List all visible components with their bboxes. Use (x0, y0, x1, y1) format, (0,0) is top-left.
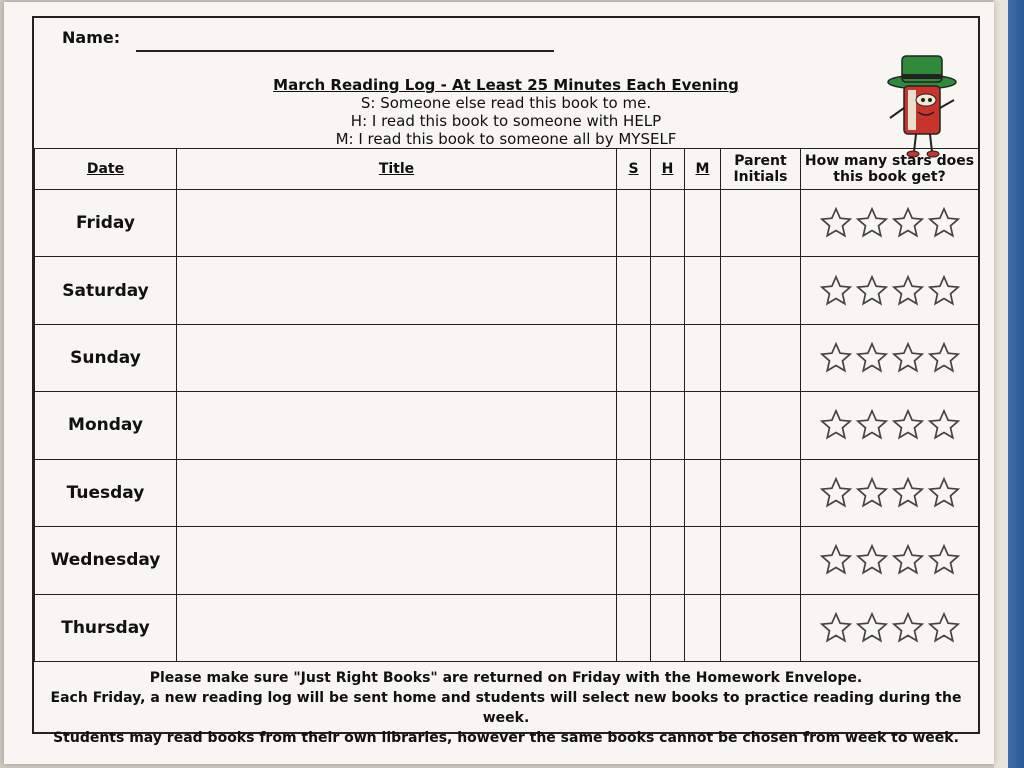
star-rating-cell (801, 594, 979, 661)
s-cell[interactable] (617, 527, 651, 594)
s-cell[interactable] (617, 324, 651, 391)
m-cell[interactable] (685, 190, 721, 257)
star-rating-cell (801, 392, 979, 459)
star-outline-icon[interactable] (927, 611, 961, 645)
star-rating (801, 611, 978, 645)
h-cell[interactable] (651, 190, 685, 257)
table-row (35, 527, 979, 594)
header-date: Date (35, 149, 177, 190)
star-outline-icon[interactable] (891, 341, 925, 375)
worksheet-paper (4, 2, 994, 764)
footer-line-3: Students may read books from their own libraries, however the same books cannot be chosen from week to week. (53, 730, 959, 746)
star-outline-icon[interactable] (855, 341, 889, 375)
title-cell[interactable] (177, 392, 617, 459)
star-outline-icon[interactable] (819, 206, 853, 240)
star-outline-icon[interactable] (891, 408, 925, 442)
star-outline-icon[interactable] (891, 611, 925, 645)
star-rating (801, 341, 978, 375)
m-cell[interactable] (685, 459, 721, 526)
star-outline-icon[interactable] (891, 274, 925, 308)
s-cell[interactable] (617, 594, 651, 661)
header-stars: How many stars does this book get? (801, 149, 979, 190)
parent-initials-cell[interactable] (721, 527, 801, 594)
star-rating-cell (801, 190, 979, 257)
h-cell[interactable] (651, 392, 685, 459)
star-outline-icon[interactable] (927, 274, 961, 308)
log-heading (34, 76, 978, 148)
log-title: March Reading Log - At Least 25 Minutes Each Evening (273, 76, 739, 94)
s-cell[interactable] (617, 459, 651, 526)
reading-log-table (34, 148, 979, 662)
day-label: Monday (35, 392, 177, 459)
star-outline-icon[interactable] (891, 206, 925, 240)
h-cell[interactable] (651, 527, 685, 594)
star-outline-icon[interactable] (855, 408, 889, 442)
table-row (35, 324, 979, 391)
day-label: Thursday (35, 594, 177, 661)
star-outline-icon[interactable] (855, 611, 889, 645)
parent-initials-cell[interactable] (721, 392, 801, 459)
h-cell[interactable] (651, 324, 685, 391)
parent-initials-cell[interactable] (721, 190, 801, 257)
parent-initials-cell[interactable] (721, 257, 801, 324)
star-outline-icon[interactable] (855, 274, 889, 308)
m-cell[interactable] (685, 324, 721, 391)
m-cell[interactable] (685, 527, 721, 594)
star-outline-icon[interactable] (927, 408, 961, 442)
star-outline-icon[interactable] (819, 543, 853, 577)
title-cell[interactable] (177, 190, 617, 257)
star-rating (801, 408, 978, 442)
star-outline-icon[interactable] (891, 476, 925, 510)
star-rating-cell (801, 527, 979, 594)
star-rating-cell (801, 257, 979, 324)
name-field[interactable] (136, 50, 554, 52)
table-row (35, 594, 979, 661)
title-cell[interactable] (177, 459, 617, 526)
parent-initials-cell[interactable] (721, 594, 801, 661)
star-outline-icon[interactable] (819, 476, 853, 510)
table-row (35, 392, 979, 459)
star-outline-icon[interactable] (927, 476, 961, 510)
name-label: Name: (62, 28, 121, 47)
h-cell[interactable] (651, 594, 685, 661)
star-outline-icon[interactable] (855, 543, 889, 577)
s-cell[interactable] (617, 392, 651, 459)
star-outline-icon[interactable] (819, 274, 853, 308)
header-s: S (617, 149, 651, 190)
star-rating (801, 206, 978, 240)
star-outline-icon[interactable] (855, 206, 889, 240)
day-label: Tuesday (35, 459, 177, 526)
legend-m: M: I read this book to someone all by MYSELF (335, 130, 677, 148)
day-label: Saturday (35, 257, 177, 324)
star-outline-icon[interactable] (819, 611, 853, 645)
table-row (35, 190, 979, 257)
title-cell[interactable] (177, 594, 617, 661)
footer-notes (34, 668, 978, 748)
day-label: Wednesday (35, 527, 177, 594)
table-row (35, 459, 979, 526)
day-label: Sunday (35, 324, 177, 391)
header-parent-initials: Parent Initials (721, 149, 801, 190)
h-cell[interactable] (651, 459, 685, 526)
star-rating-cell (801, 324, 979, 391)
h-cell[interactable] (651, 257, 685, 324)
binder-edge (994, 0, 1024, 768)
star-outline-icon[interactable] (819, 408, 853, 442)
star-outline-icon[interactable] (927, 341, 961, 375)
footer-line-2: Each Friday, a new reading log will be sent home and students will select new books to practice reading during the week. (50, 690, 962, 726)
star-rating (801, 543, 978, 577)
star-rating (801, 274, 978, 308)
title-cell[interactable] (177, 324, 617, 391)
header-title: Title (177, 149, 617, 190)
star-outline-icon[interactable] (891, 543, 925, 577)
star-outline-icon[interactable] (819, 341, 853, 375)
star-rating (801, 476, 978, 510)
reading-log-sheet (32, 16, 980, 746)
m-cell[interactable] (685, 594, 721, 661)
header-h: H (651, 149, 685, 190)
star-rating-cell (801, 459, 979, 526)
star-outline-icon[interactable] (927, 543, 961, 577)
parent-initials-cell[interactable] (721, 459, 801, 526)
star-outline-icon[interactable] (927, 206, 961, 240)
table-row (35, 257, 979, 324)
title-cell[interactable] (177, 527, 617, 594)
s-cell[interactable] (617, 257, 651, 324)
star-outline-icon[interactable] (855, 476, 889, 510)
m-cell[interactable] (685, 392, 721, 459)
day-label: Friday (35, 190, 177, 257)
m-cell[interactable] (685, 257, 721, 324)
leprechaun-book-mascot-icon (882, 52, 962, 162)
table-header-row (35, 149, 979, 190)
legend-h: H: I read this book to someone with HELP (350, 112, 662, 130)
title-cell[interactable] (177, 257, 617, 324)
legend-s: S: Someone else read this book to me. (360, 94, 652, 112)
footer-line-1: Please make sure "Just Right Books" are returned on Friday with the Homework Envelope. (149, 670, 863, 686)
parent-initials-cell[interactable] (721, 324, 801, 391)
header-m: M (685, 149, 721, 190)
s-cell[interactable] (617, 190, 651, 257)
